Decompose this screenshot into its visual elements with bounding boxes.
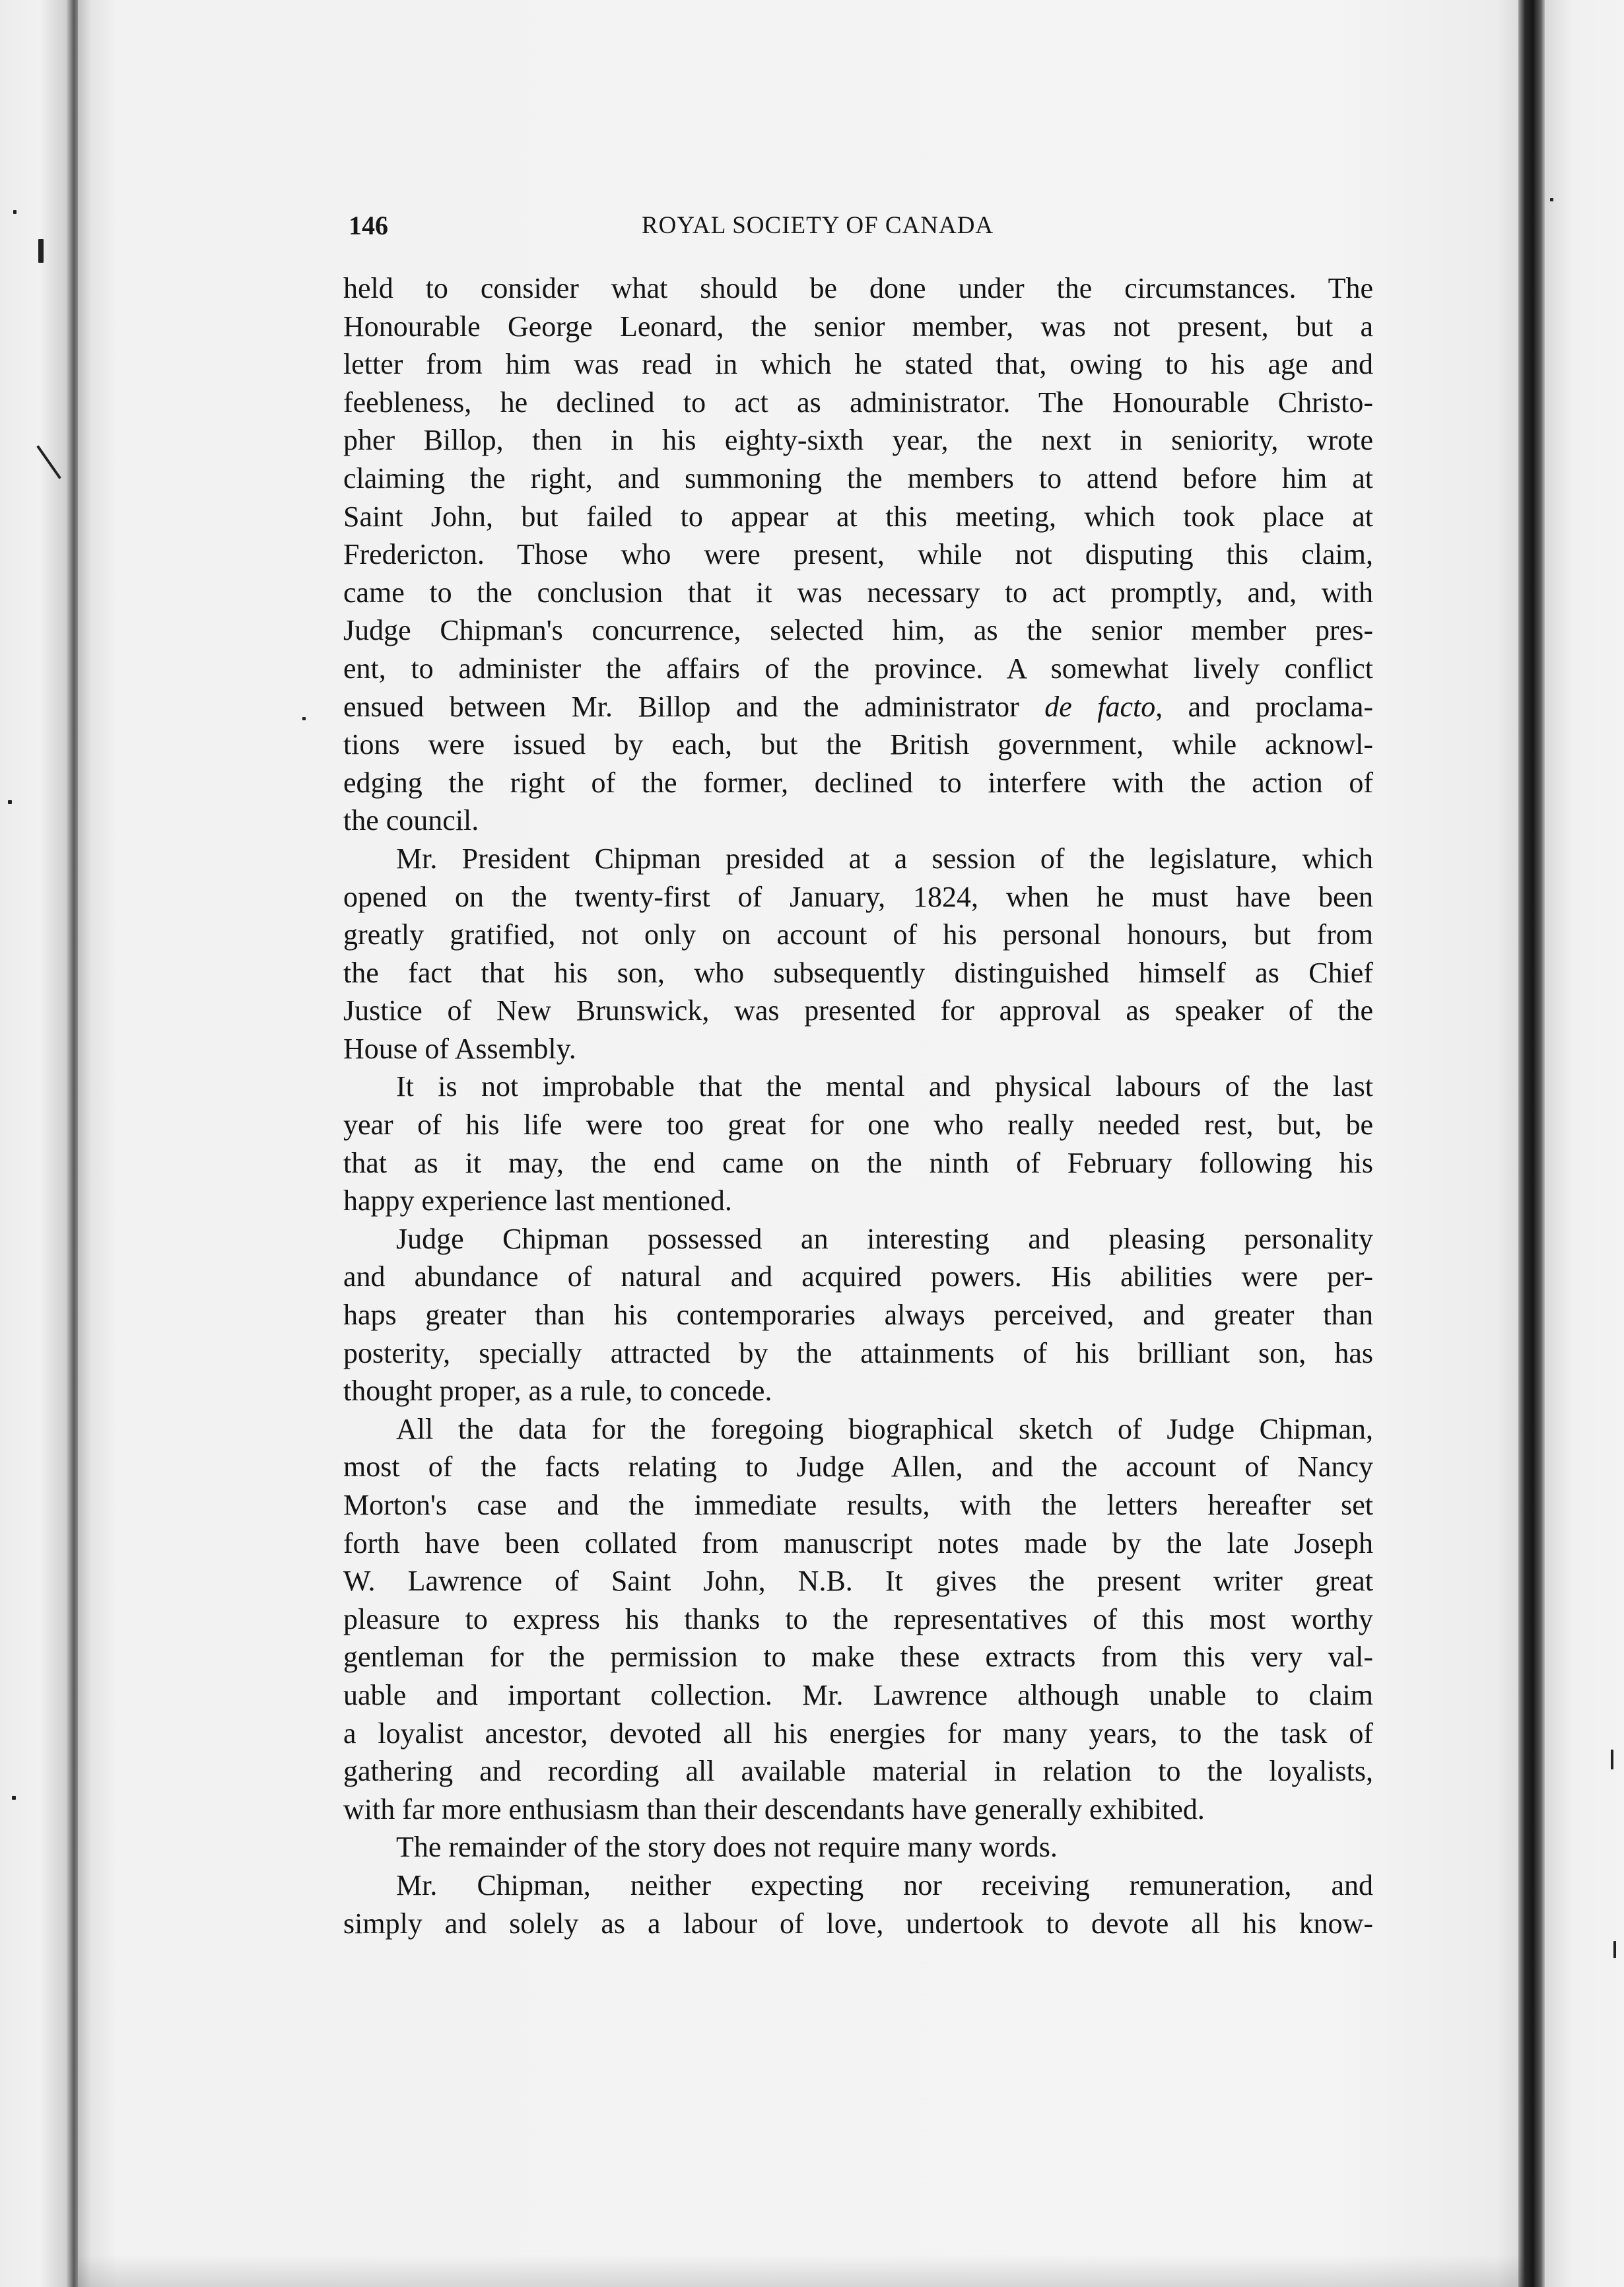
text-line: and abundance of natural and acquired powers. His abilities were per- [343, 1260, 1373, 1293]
paragraph [343, 1220, 1373, 1410]
text-line: gentleman for the permission to make these extracts from this very val- [343, 1641, 1373, 1674]
text-line: House of Assembly. [343, 1032, 576, 1065]
text-line: with far more enthusiasm than their descendants have generally exhibited. [343, 1792, 1205, 1826]
text-line: Saint John, but failed to appear at this meeting, which took place at [343, 500, 1373, 533]
paragraph [343, 1828, 1373, 1866]
paragraph [343, 269, 1373, 840]
scan-speck [8, 800, 12, 804]
text-line: edging the right of the former, declined to interfere with the action of [343, 766, 1373, 799]
text-line: All the data for the foregoing biographical sketch of Judge Chipman, [396, 1412, 1373, 1445]
text-line: pher Billop, then in his eighty-sixth year, the next in seniority, wrote [343, 424, 1373, 457]
body-text [343, 269, 1373, 1942]
text-line: Justice of New Brunswick, was presented for approval as speaker of the [343, 994, 1373, 1027]
text-line: Honourable George Leonard, the senior member, was not present, but a [343, 310, 1373, 343]
book-binding-fold [1518, 0, 1545, 2287]
running-head: ROYAL SOCIETY OF CANADA [642, 212, 994, 239]
text-line: posterity, specially attracted by the attainments of his brilliant son, has [343, 1336, 1373, 1369]
text-line: Mr. Chipman, neither expecting nor receiving remuneration, and [396, 1868, 1373, 1901]
paragraph [343, 840, 1373, 1068]
text-line: gathering and recording all available material in relation to the loyalists, [343, 1755, 1373, 1788]
text-line: tions were issued by each, but the British government, while acknowl- [343, 728, 1373, 761]
text-line: simply and solely as a labour of love, undertook to devote all his know- [343, 1907, 1373, 1940]
text-line: ensued between Mr. Billop and the administrator de facto, and proclama- [343, 690, 1374, 723]
page-header [349, 210, 1378, 250]
text-line: uable and important collection. Mr. Lawrence although unable to claim [343, 1678, 1373, 1711]
scan-speck [12, 1796, 16, 1800]
text-line: W. Lawrence of Saint John, N.B. It gives the present writer great [343, 1565, 1373, 1598]
text-line: claiming the right, and summoning the members to attend before him at [343, 461, 1373, 495]
text-line: happy experience last mentioned. [343, 1184, 732, 1217]
italic-phrase: de facto [1044, 690, 1156, 723]
text-line: ent, to administer the affairs of the province. A somewhat lively conflict [343, 652, 1373, 685]
text-line: letter from him was read in which he stated that, owing to his age and [343, 348, 1373, 381]
left-margin-edge [0, 0, 78, 2287]
text-line: that as it may, the end came on the ninth of February following his [343, 1146, 1373, 1179]
text-line: the council. [343, 804, 479, 837]
text-line: thought proper, as a rule, to concede. [343, 1375, 772, 1408]
scan-speck [13, 210, 17, 214]
text-line: feebleness, he declined to act as administrator. The Honourable Christo- [343, 386, 1373, 419]
text-line: Judge Chipman's concurrence, selected him, as the senior member pres- [343, 614, 1373, 647]
text-line: Morton's case and the immediate results, with the letters hereafter set [343, 1489, 1373, 1521]
text-line: the fact that his son, who subsequently distinguished himself as Chief [343, 956, 1373, 989]
text-line: Fredericton. Those who were present, while not disputing this claim, [343, 538, 1373, 571]
paragraph [343, 1866, 1373, 1942]
text-line: came to the conclusion that it was necessary to act promptly, and, with [343, 576, 1373, 609]
text-line: most of the facts relating to Judge Allen, and the account of Nancy [343, 1451, 1373, 1484]
text-line: held to consider what should be done under the circumstances. The [343, 272, 1373, 304]
paragraph [343, 1068, 1373, 1219]
text-line: forth have been collated from manuscript notes made by the late Joseph [343, 1526, 1373, 1559]
text-line: pleasure to express his thanks to the representatives of this most worthy [343, 1602, 1373, 1635]
scan-speck [1613, 1941, 1616, 1958]
text-line: It is not improbable that the mental and physical labours of the last [396, 1070, 1373, 1103]
scan-speck [1550, 198, 1553, 201]
paragraph [343, 1410, 1373, 1829]
adjacent-page-edge [1545, 0, 1624, 2287]
text-line: greatly gratified, not only on account of his personal honours, but from [343, 918, 1373, 951]
text-line: opened on the twenty-first of January, 1824, when he must have been [343, 880, 1373, 913]
text-line: Mr. President Chipman presided at a session of the legislature, which [396, 842, 1373, 875]
text-line: The remainder of the story does not require many words. [396, 1831, 1058, 1864]
scan-speck [1611, 1750, 1613, 1769]
scan-speck [38, 239, 44, 263]
scan-speck [302, 717, 306, 720]
bottom-shadow [78, 2255, 1524, 2287]
page-number: 146 [349, 211, 388, 240]
text-line: year of his life were too great for one who really needed rest, but, be [343, 1109, 1373, 1142]
text-line: haps greater than his contemporaries always perceived, and greater than [343, 1299, 1373, 1332]
text-line: a loyalist ancestor, devoted all his energies for many years, to the task of [343, 1717, 1373, 1750]
text-line: Judge Chipman possessed an interesting and pleasing personality [396, 1222, 1373, 1255]
